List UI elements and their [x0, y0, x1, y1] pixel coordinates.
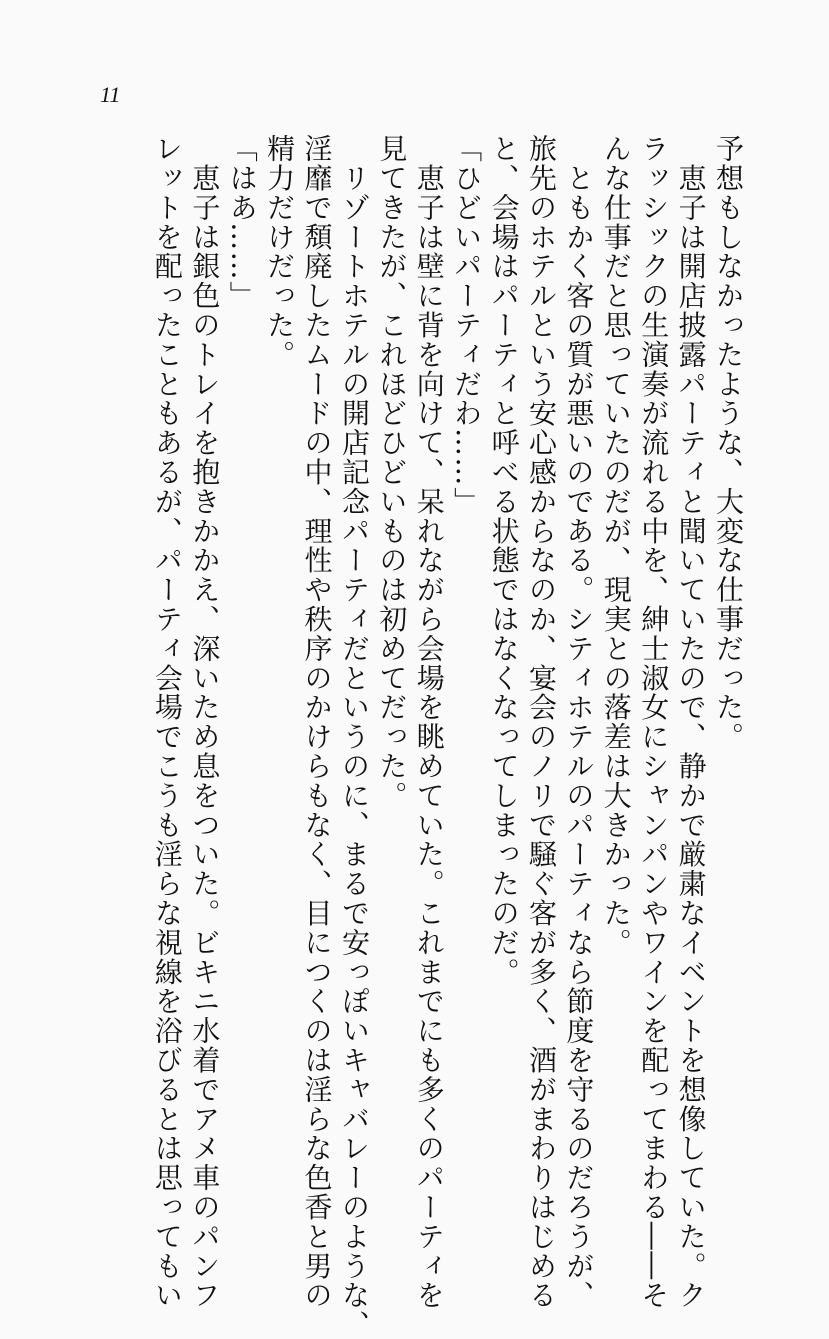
text-line: ともかく客の質が悪いのである。シティホテルのパーティなら節度を守るのだろうが、 — [562, 134, 596, 1310]
text-line: ラッシックの生演奏が流れる中を、紳士淑女にシャンパンやワインを配ってまわる――そ — [637, 134, 671, 1310]
dialogue-line: 「はあ……」 — [225, 134, 259, 311]
text-line: と、会場はパーティと呼べる状態ではなくなってしまったのだ。 — [487, 134, 521, 987]
text-line: 恵子は開店披露パーティと聞いていたので、静かで厳粛なイベントを想像していた。ク — [674, 134, 708, 1310]
dialogue-line: 「ひどいパーティだわ……」 — [450, 134, 484, 517]
text-line: 恵子は壁に背を向けて、呆れながら会場を眺めていた。これまでにも多くのパーティを — [412, 134, 446, 1310]
text-line: 精力だけだった。 — [263, 134, 297, 370]
body-text — [67, 134, 747, 1339]
text-line: 見てきたが、これほどひどいものは初めてだった。 — [375, 134, 409, 811]
text-line: 旅先のホテルという安心感からなのか、宴会のノリで騒ぐ客が多く、酒がまわりはじめる — [524, 134, 558, 1310]
text-line: 予想もしなかったような、大変な仕事だった。 — [712, 134, 745, 752]
text-line: んな仕事だと思っていたのだが、現実との落差は大きかった。 — [599, 134, 633, 958]
text-line: リゾートホテルの開店記念パーティだというのに、まるで安っぽいキャバレーのような、 — [337, 134, 371, 1339]
text-line: 淫靡で頽廃したムードの中、理性や秩序のかけらもなく、目につくのは淫らな色香と男の — [300, 134, 334, 1310]
text-line: 恵子は銀色のトレイを抱きかかえ、深いため息をついた。ビキニ水着でアメ車のパンフ — [188, 134, 222, 1310]
page-number: 11 — [100, 82, 121, 107]
text-line: レットを配ったこともあるが、パーティ会場でこうも淫らな視線を浴びるとは思ってもい — [150, 134, 184, 1310]
